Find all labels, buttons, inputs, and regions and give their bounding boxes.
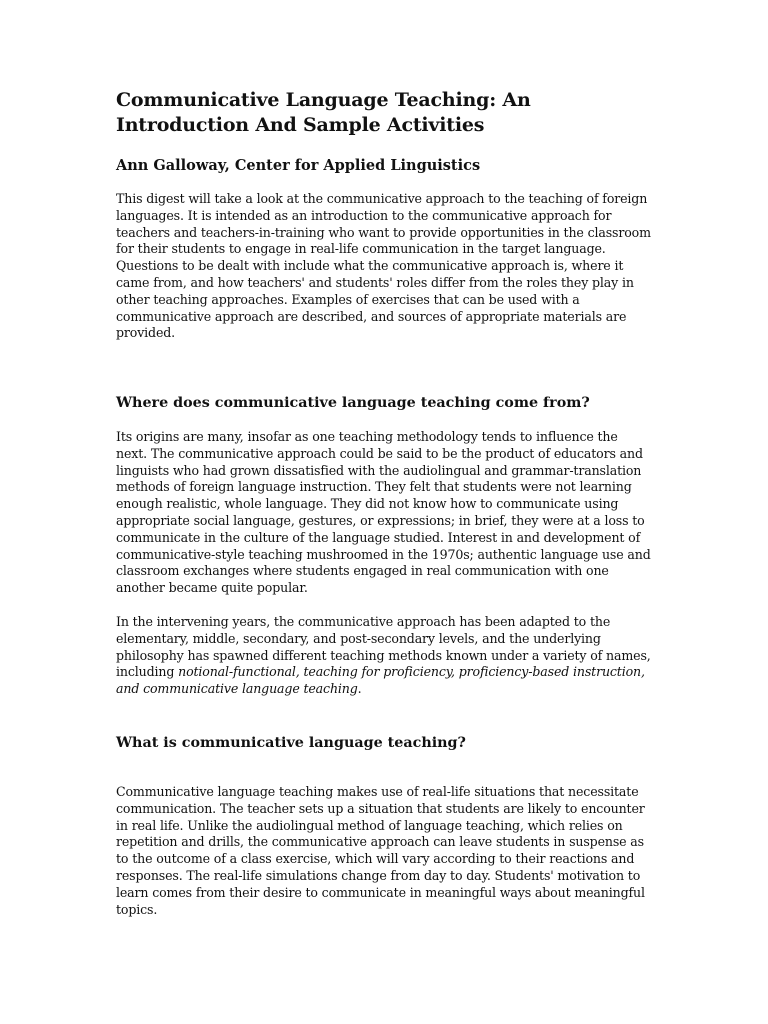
origins-paragraph-2 [116, 614, 651, 698]
document-page [116, 88, 656, 917]
origins-paragraph-2-end: . [357, 681, 362, 697]
method-names-italic: notional-functional, teaching for proficiency, proficiency-based instruction, and communicative language teaching [116, 664, 645, 697]
definition-paragraph-1: Communicative language teaching makes use of real-life situations that necessitate communication. The teacher sets up a situation that students are likely to encounter in real life. Unlike the audiolingual method of language teaching, which relies on repetition and drills, the communicative approach can leave students in suspense as to the outcome of a class exercise, which will vary according to their reactions and responses. The real-life simulations change from day to day. Students' motivation to learn comes from their desire to communicate in meaningful ways about meaningful topics. [116, 784, 645, 917]
section-heading-definition: What is communicative language teaching? [116, 735, 466, 751]
origins-paragraph-2-text: In the intervening years, the communicative approach has been adapted to the elementary, middle, secondary, and post-secondary levels, and the underlying philosophy has spawned different teaching methods known under a variety of names, including [116, 614, 651, 680]
document-title: Communicative Language Teaching: An Introduction And Sample Activities [116, 89, 531, 136]
section-heading-origins: Where does communicative language teaching come from? [116, 395, 590, 411]
intro-paragraph: This digest will take a look at the communicative approach to the teaching of foreign languages. It is intended as an introduction to the communicative approach for teachers and teachers-in-training who want to provide opportunities in the classroom for their students to engage in real-life communication in the target language. Questions to be dealt with include what the communicative approach is, where it came from, and how teachers' and students' roles differ from the roles they play in other teaching approaches. Examples of exercises that can be used with a communicative approach are described, and sources of appropriate materials are provided. [116, 191, 651, 341]
author-line: Ann Galloway, Center for Applied Linguistics [116, 157, 481, 174]
origins-paragraph-1: Its origins are many, insofar as one teaching methodology tends to influence the next. The communicative approach could be said to be the product of educators and linguists who had grown dissatisfied with the audiolingual and grammar-translation methods of foreign language instruction. They felt that students were not learning enough realistic, whole language. They did not know how to communicate using appropriate social language, gestures, or expressions; in brief, they were at a loss to communicate in the culture of the language studied. Interest in and development of communicative-style teaching mushroomed in the 1970s; authentic language use and classroom exchanges where students engaged in real communication with one another became quite popular. [116, 429, 651, 596]
